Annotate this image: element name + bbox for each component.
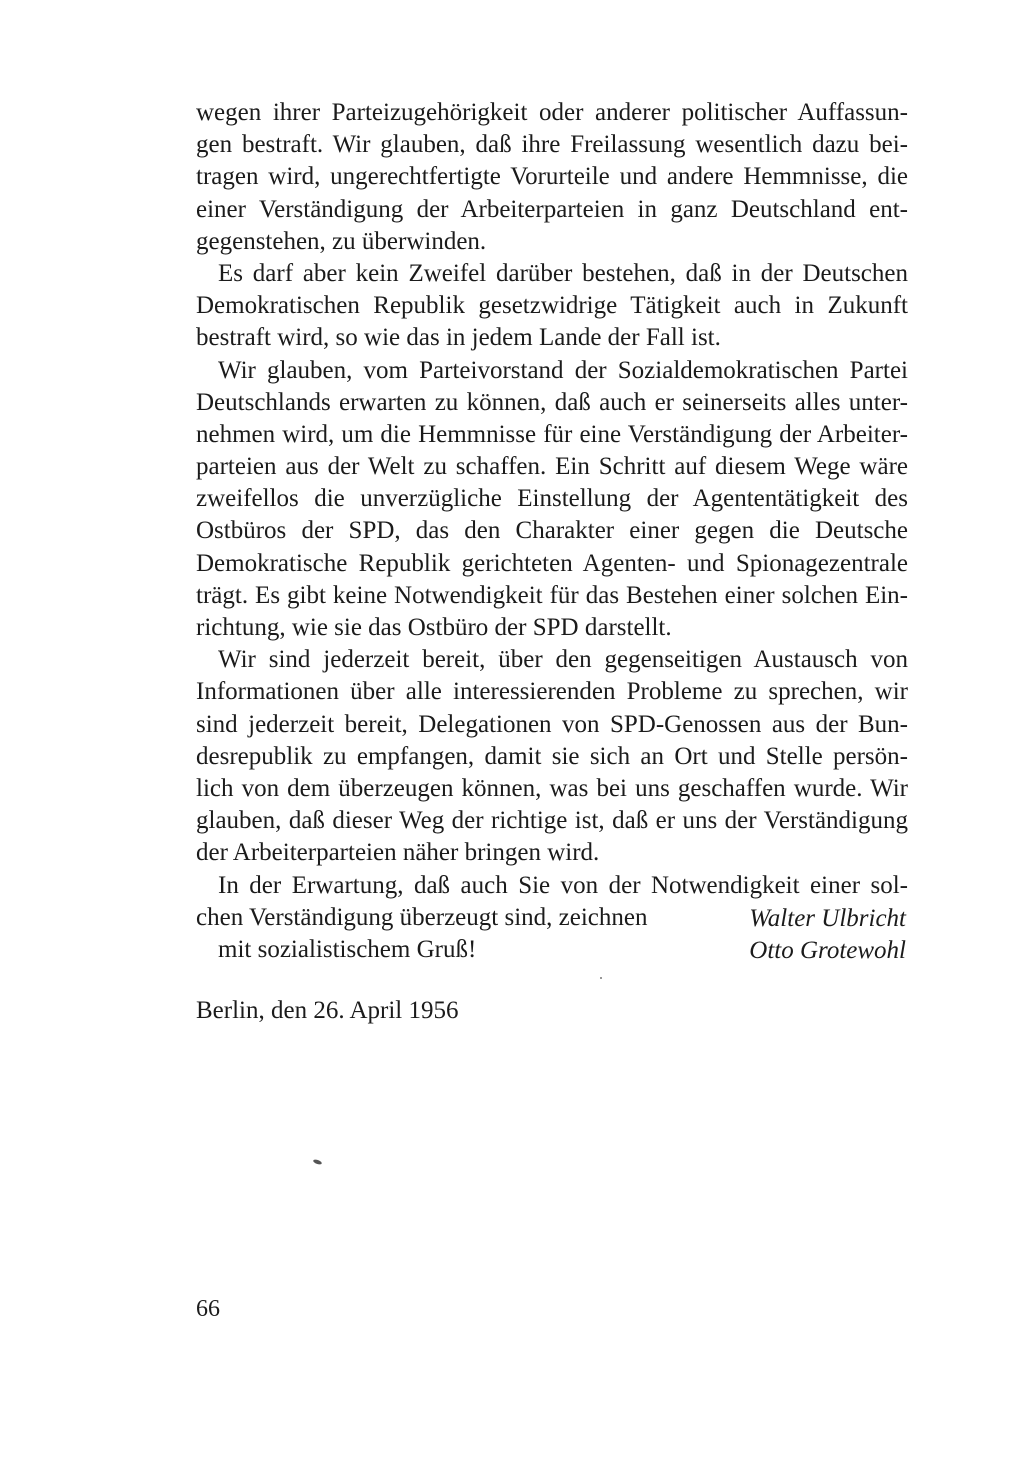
print-speck — [313, 1159, 323, 1166]
text-line: trägt. Es gibt keine Notwendigkeit für das Bestehen einer solchen Ein- — [196, 581, 908, 609]
text-line: zweifellos die unverzügliche Einstellung der Agententätigkeit des — [196, 485, 908, 513]
text-line: sind jederzeit bereit, Delegationen von SPD-Genossen aus der Bun- — [196, 710, 908, 738]
text-line: Informationen über alle interessierenden Probleme zu sprechen, wir — [196, 678, 908, 706]
text-line: nehmen wird, um die Hemmnisse für eine Verständigung der Arbeiter- — [196, 420, 908, 448]
text-line: glauben, daß dieser Weg der richtige ist, daß er uns der Verständigung — [196, 807, 908, 835]
text-line: chen Verständigung überzeugt sind, zeichnen — [196, 903, 648, 931]
page-number: 66 — [196, 1296, 220, 1322]
text-line: Demokratischen Republik gesetzwidrige Tätigkeit auch in Zukunft — [196, 292, 908, 320]
place-and-date: Berlin, den 26. April 1956 — [196, 997, 459, 1024]
text-line: wegen ihrer Parteizugehörigkeit oder anderer politischer Auffassun- — [196, 99, 908, 126]
text-line: Es darf aber kein Zweifel darüber bestehen, daß in der Deutschen — [218, 259, 908, 287]
text-line: bestraft wird, so wie das in jedem Lande der Fall ist. — [196, 324, 721, 352]
text-line: Ostbüros der SPD, das den Charakter einer gegen die Deutsche — [196, 517, 908, 545]
text-line: einer Verständigung der Arbeiterparteien in ganz Deutschland ent- — [196, 195, 908, 223]
paragraph — [196, 97, 908, 258]
text-line: Wir sind jederzeit bereit, über den gegenseitigen Austausch von — [218, 646, 908, 674]
text-line: lich von dem überzeugen können, was bei uns geschaffen wurde. Wir — [196, 774, 908, 802]
text-line: richtung, wie sie das Ostbüro der SPD darstellt. — [196, 614, 672, 641]
text-line: parteien aus der Welt zu schaffen. Ein Schritt auf diesem Wege wäre — [196, 453, 908, 481]
text-line: Wir glauben, vom Parteivorstand der Sozialdemokratischen Partei — [218, 356, 908, 384]
text-line: tragen wird, ungerechtfertigte Vorurteile und andere Hemmnisse, die — [196, 163, 908, 191]
text-line: der Arbeiterparteien näher bringen wird. — [196, 839, 600, 867]
text-line: desrepublik zu empfangen, damit sie sich an Ort und Stelle persön- — [196, 742, 908, 770]
text-line: Deutschlands erwarten zu können, daß auch er seinerseits alles unter- — [196, 388, 908, 416]
letter-body — [196, 97, 908, 966]
paragraph — [196, 258, 908, 355]
print-speck — [600, 977, 602, 979]
text-line: Demokratische Republik gerichteten Agenten- und Spionagezentrale — [196, 549, 908, 577]
text-line: mit sozialistischem Gruß! — [218, 935, 477, 963]
text-line: gegenstehen, zu überwinden. — [196, 227, 487, 255]
text-line: gen bestraft. Wir glauben, daß ihre Freilassung wesentlich dazu bei- — [196, 131, 908, 159]
signature-grotewohl: Otto Grotewohl — [749, 937, 906, 964]
paragraph — [196, 355, 908, 645]
signature-block — [749, 903, 906, 967]
paragraph — [196, 644, 908, 869]
signature-ulbricht: Walter Ulbricht — [749, 905, 906, 932]
text-line: In der Erwartung, daß auch Sie von der Notwendigkeit einer sol- — [218, 871, 908, 899]
